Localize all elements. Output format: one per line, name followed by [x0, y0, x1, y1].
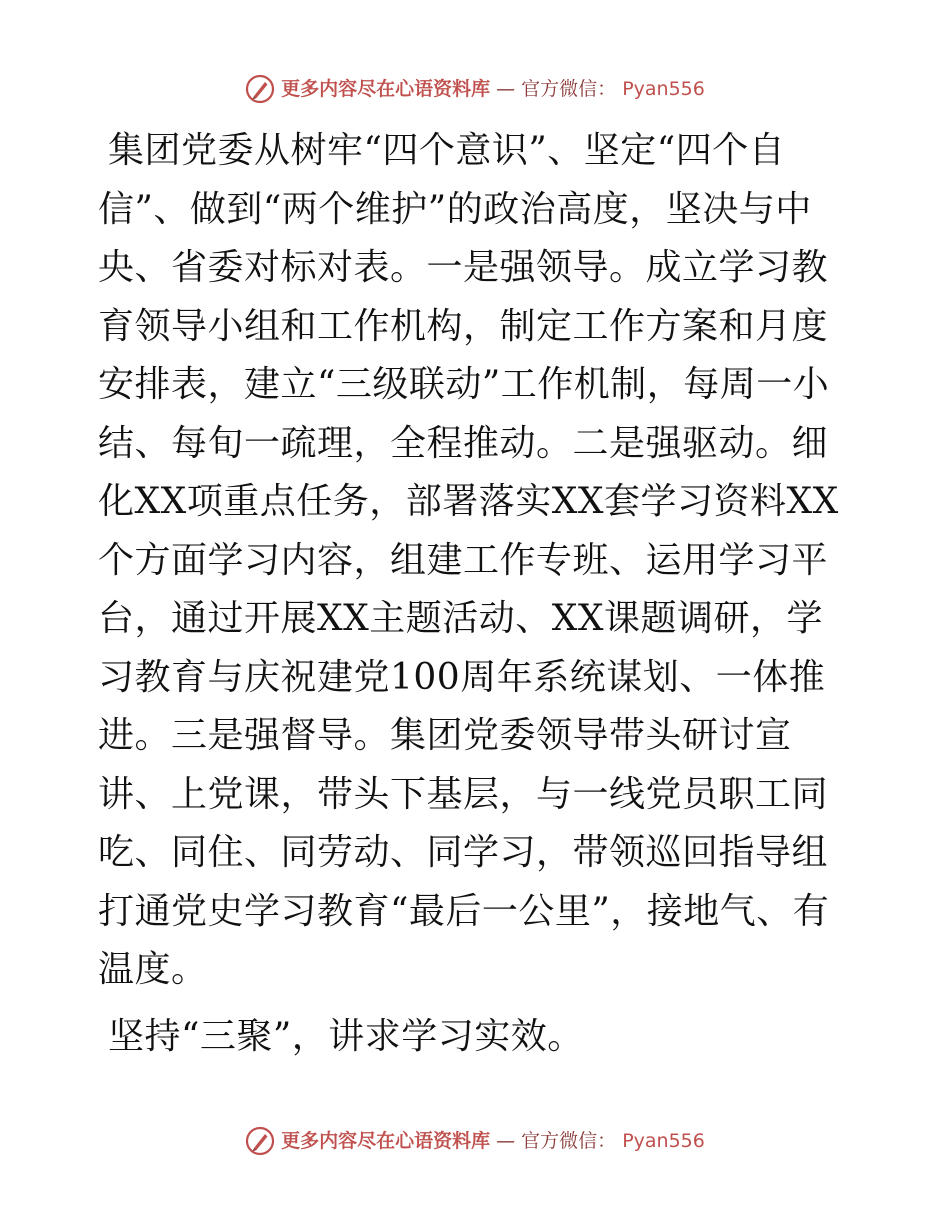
watermark-dash: — — [496, 78, 516, 100]
quill-pen-logo-icon — [245, 74, 275, 104]
paragraph: 集团党委从树牢“四个意识”、坚定“四个自信”、做到“两个维护”的政治高度，坚决与中央、省委对标对表。一是强领导。成立学习教育领导小组和工作机构，制定工作方案和月度安排表，建立“三级联动”工作机制，每周一小结、每旬一疏理，全程推动。二是强驱动。细化XX项重点任务，部署落实XX套学习资料XX个方面学习内容，组建工作专班、运用学习平台，通过开展XX主题活动、XX课题调研，学习教育与庆祝建党100周年系统谋划、一体推进。三是强督导。集团党委领导带头研讨宣讲、上党课，带头下基层，与一线党员职工同吃、同住、同劳动、同学习，带领巡回指导组打通党史学习教育“最后一公里”，接地气、有温度。 — [98, 130, 839, 990]
paragraph: 坚持“三聚”，讲求学习实效。 — [108, 1015, 584, 1057]
watermark-main-text: 更多内容尽在心语资料库 — [281, 78, 491, 100]
header-watermark — [0, 74, 950, 104]
watermark-wechat-id: Pyan556 — [622, 1130, 705, 1152]
watermark-wechat-label: 官方微信： — [521, 78, 617, 100]
footer-watermark — [0, 1126, 950, 1156]
watermark-wechat-label: 官方微信： — [521, 1130, 617, 1152]
watermark-main-text: 更多内容尽在心语资料库 — [281, 1130, 491, 1152]
quill-pen-logo-icon — [245, 1126, 275, 1156]
document-body — [98, 122, 858, 1066]
watermark-dash: — — [496, 1130, 516, 1152]
watermark-wechat-id: Pyan556 — [622, 78, 705, 100]
